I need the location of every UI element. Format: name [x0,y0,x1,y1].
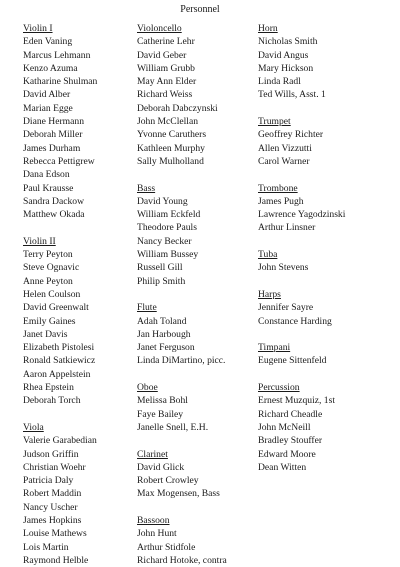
section-heading: Tuba [258,249,278,261]
member-name: Christian Woehr [23,461,86,473]
member-name: Kenzo Azuma [23,62,78,74]
member-name: Nancy Uscher [23,501,78,513]
member-name: Terry Peyton [23,249,73,261]
member-name: Linda DiMartino, picc. [137,355,226,367]
member-name: Katharine Shulman [23,76,98,88]
section-heading: Horn [258,23,278,34]
member-name: Richard Cheadle [258,408,323,420]
section-violoncello [137,22,257,168]
section-heading: Violoncello [137,23,182,34]
member-name: Janet Davis [23,328,68,340]
member-name: Janelle Snell, E.H. [137,421,209,433]
member-name: Adah Toland [137,315,187,327]
section-heading: Violin II [23,235,56,247]
member-name: David Geber [137,49,187,61]
member-name: Ted Wills, Asst. 1 [258,89,326,101]
member-name: Edward Moore [258,448,316,460]
member-name: Robert Maddin [23,488,82,500]
member-name: John McNeill [258,421,311,433]
page-title: Personnel [180,4,220,15]
member-name: Arthur Stidfole [137,541,196,553]
section-spacer [137,501,257,514]
section-heading: Trumpet [258,116,291,128]
member-name: David Greenwalt [23,302,89,314]
section-spacer [23,408,128,421]
member-name: Paul Krausse [23,182,74,194]
section-percussion [258,381,398,474]
member-name: Sally Mulholland [137,155,204,167]
member-name: Dana Edson [23,169,70,181]
member-name: May Ann Elder [137,76,197,88]
section-heading: Bassoon [137,514,170,526]
member-name: David Young [137,195,188,207]
section-violin-ii [23,235,128,408]
section-spacer [137,368,257,381]
member-name: David Glick [137,461,185,473]
member-name: Jan Harbough [137,328,191,340]
section-spacer [258,368,398,381]
member-name: Judson Griffin [23,448,79,460]
section-heading: Bass [137,182,156,194]
member-name: Carol Warner [258,155,310,167]
member-name: William Eckfeld [137,209,201,221]
member-name: Rhea Epstein [23,382,74,394]
section-heading: Harps [258,288,281,300]
section-heading: Flute [137,302,157,314]
member-name: David Alber [23,89,71,101]
member-name: James Durham [23,142,81,154]
section-oboe [137,381,257,434]
member-name: Geoffrey Richter [258,129,324,141]
section-trumpet [258,115,398,168]
member-name: Max Mogensen, Bass [137,488,220,500]
section-spacer [137,168,257,181]
section-spacer [258,328,398,341]
member-name: Raymond Helble [23,554,89,566]
section-horn [258,22,398,102]
member-name: Valerie Garabedian [23,435,97,447]
member-name: John Stevens [258,262,309,274]
section-heading: Clarinet [137,448,168,460]
section-tuba [258,248,398,275]
section-harps [258,288,398,328]
member-name: Emily Gaines [23,315,76,327]
section-violin-i [23,22,128,221]
member-name: Rebecca Pettigrew [23,155,95,167]
member-name: Allen Vizzutti [258,142,312,154]
member-name: Dean Witten [258,461,307,473]
member-name: Deborah Miller [23,129,83,141]
member-name: Yvonne Caruthers [137,129,207,141]
section-viola [23,421,128,567]
member-name: Kathleen Murphy [137,142,205,154]
member-name: Linda Radl [258,76,301,88]
member-name: James Hopkins [23,514,82,526]
member-name: Eden Vaning [23,36,73,48]
member-name: Anne Peyton [23,275,73,287]
member-name: Lawrence Yagodzinski [258,209,346,221]
section-heading: Violin I [23,23,53,34]
member-name: Arthur Linsner [258,222,316,234]
member-name: Ronald Satkiewicz [23,355,96,367]
section-timpani [258,341,398,368]
section-heading: Viola [23,421,44,433]
member-name: Bradley Stouffer [258,435,323,447]
section-flute [137,301,257,367]
member-name: Theodore Pauls [137,222,197,234]
section-spacer [23,221,128,234]
column-2 [137,22,257,567]
column-3 [258,22,398,474]
member-name: David Angus [258,49,309,61]
member-name: Sandra Dackow [23,195,85,207]
section-spacer [137,288,257,301]
member-name: Ernest Muzquiz, 1st [258,395,336,407]
member-name: Helen Coulson [23,288,81,300]
member-name: William Bussey [137,249,199,261]
section-heading: Timpani [258,342,291,354]
member-name: Louise Mathews [23,528,87,540]
member-name: Nancy Becker [137,235,192,247]
member-name: Melissa Bohl [137,395,188,407]
member-name: Elizabeth Pistolesi [23,342,95,354]
member-name: Nicholas Smith [258,36,318,48]
member-name: Diane Hermann [23,116,85,128]
section-spacer [258,235,398,248]
section-spacer [258,168,398,181]
section-spacer [258,275,398,288]
member-name: Aaron Appelstein [23,368,91,380]
member-name: Eugene Sittenfeld [258,355,327,367]
member-name: Constance Harding [258,315,332,327]
member-name: Philip Smith [137,275,186,287]
member-name: Steve Ognavic [23,262,80,274]
member-name: Jennifer Sayre [258,302,314,314]
member-name: William Grubb [137,62,195,74]
member-name: Patricia Daly [23,475,74,487]
member-name: Robert Crowley [137,475,199,487]
section-clarinet [137,448,257,501]
member-name: Faye Bailey [137,408,184,420]
member-name: Mary Hickson [258,62,314,74]
section-spacer [137,434,257,447]
member-name: Richard Weiss [137,89,193,101]
member-name: Matthew Okada [23,209,85,221]
member-name: Marcus Lehmann [23,49,91,61]
section-trombone [258,182,398,235]
member-name: Russell Gill [137,262,183,274]
member-name: James Pugh [258,195,304,207]
section-heading: Oboe [137,382,158,394]
column-1 [23,22,128,567]
section-bass [137,182,257,288]
member-name: Richard Hotoke, contra [137,554,227,566]
member-name: Deborah Torch [23,395,81,407]
member-name: John Hunt [137,528,177,540]
section-heading: Percussion [258,382,300,394]
section-bassoon [137,514,257,567]
member-name: Marian Egge [23,102,73,114]
member-name: Deborah Dabczynski [137,102,218,114]
section-spacer [258,102,398,115]
member-name: John McClellan [137,116,199,128]
section-heading: Trombone [258,182,298,194]
member-name: Catherine Lehr [137,36,195,48]
member-name: Janet Ferguson [137,342,195,354]
member-name: Lois Martin [23,541,69,553]
